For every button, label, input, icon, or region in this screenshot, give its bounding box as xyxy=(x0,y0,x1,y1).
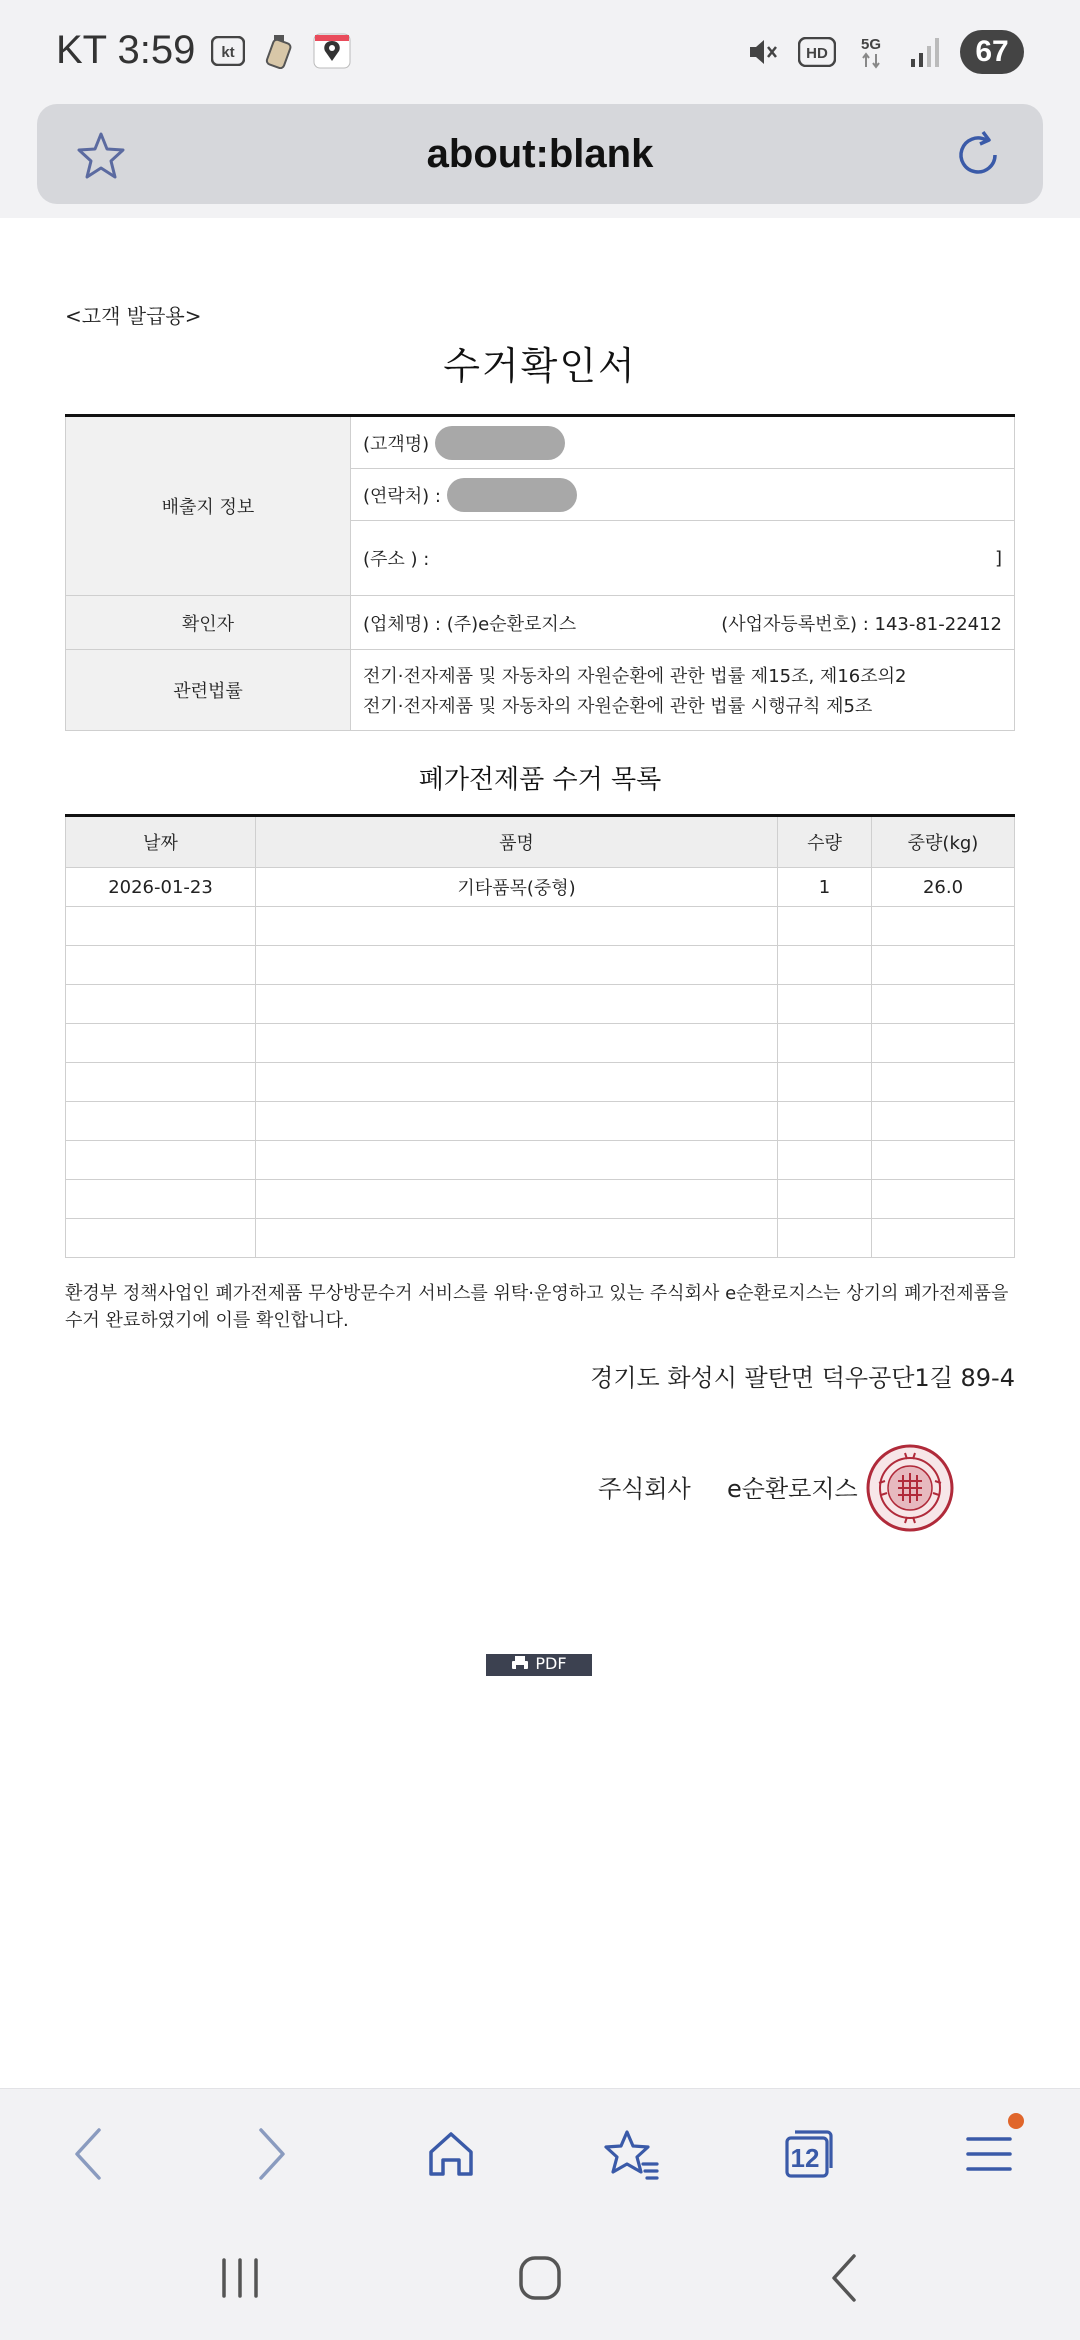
bookmark-list-icon xyxy=(601,2126,661,2182)
cell-quantity xyxy=(778,985,872,1024)
table-row xyxy=(66,1024,1015,1063)
header-item: 품명 xyxy=(256,816,778,868)
cell-date xyxy=(66,1063,256,1102)
table-row xyxy=(66,1180,1015,1219)
back-button[interactable] xyxy=(56,2121,122,2187)
company-signature xyxy=(65,1443,1015,1543)
confirmer-values xyxy=(351,596,1015,650)
reload-icon[interactable] xyxy=(949,126,1007,184)
bookmarks-button[interactable] xyxy=(598,2121,664,2187)
hd-icon xyxy=(798,33,836,71)
menu-button[interactable] xyxy=(956,2121,1022,2187)
contact-row: (연락처) : xyxy=(351,469,1014,521)
signal-icon xyxy=(906,33,944,71)
confirmation-statement: 환경부 정책사업인 폐가전제품 무상방문수거 서비스를 위탁·운영하고 있는 주식회사 e순환로지스는 상기의 폐가전제품을 수거 완료하였기에 이를 확인합니다. xyxy=(65,1283,1009,1331)
company-field: (업체명) : (주)e순환로지스 xyxy=(363,613,577,635)
forward-button[interactable] xyxy=(238,2121,304,2187)
cell-quantity xyxy=(778,1219,872,1258)
bottle-icon xyxy=(261,32,299,70)
copy-note: <고객 발급용> xyxy=(65,304,202,328)
table-row xyxy=(66,946,1015,985)
cell-item xyxy=(256,1141,778,1180)
url-bar[interactable] xyxy=(37,104,1043,204)
svg-text:kt: kt xyxy=(221,43,236,61)
cell-quantity xyxy=(778,1180,872,1219)
5g-icon xyxy=(852,33,890,71)
cell-weight xyxy=(872,1063,1015,1102)
table-row xyxy=(66,1141,1015,1180)
business-registration-field: (사업자등록번호) : 143-81-22412 xyxy=(721,613,1002,635)
browser-toolbar xyxy=(0,2088,1080,2218)
collection-list-table xyxy=(65,814,1015,1258)
collection-list-title: 폐가전제품 수거 목록 xyxy=(418,765,662,795)
confirmer-label: 확인자 xyxy=(66,596,351,650)
cell-date xyxy=(66,1219,256,1258)
cell-date xyxy=(66,907,256,946)
company-name: e순환로지스 xyxy=(727,1475,858,1503)
kt-app-icon xyxy=(209,32,247,70)
related-law-values: 전기·전자제품 및 자동차의 자원순환에 관한 법률 제15조, 제16조의2 전기·전자제품 및 자동차의 자원순환에 관한 법률 시행규칙 제5조 xyxy=(351,650,1015,731)
cell-item xyxy=(256,946,778,985)
back-nav-icon xyxy=(816,2252,876,2304)
cell-weight xyxy=(872,1024,1015,1063)
cell-date xyxy=(66,1024,256,1063)
tab-count: 12 xyxy=(790,2142,820,2173)
cell-date xyxy=(66,1102,256,1141)
hamburger-menu-icon xyxy=(964,2129,1014,2179)
table-row xyxy=(66,1219,1015,1258)
cell-weight xyxy=(872,985,1015,1024)
table-row xyxy=(66,1102,1015,1141)
status-time: KT 3:59 xyxy=(56,28,196,72)
browser-url-area xyxy=(0,100,1080,218)
discharge-info-values xyxy=(351,416,1015,596)
cell-weight xyxy=(872,907,1015,946)
cell-date xyxy=(66,1141,256,1180)
cell-date: 2026-01-23 xyxy=(66,868,256,907)
company-address: 경기도 화성시 팔탄면 덕우공단1길 89-4 xyxy=(590,1364,1015,1392)
table-row xyxy=(66,907,1015,946)
recent-apps-button[interactable] xyxy=(210,2252,270,2304)
home-nav-icon xyxy=(510,2252,570,2304)
cell-item xyxy=(256,985,778,1024)
cell-item xyxy=(256,1180,778,1219)
document-title: 수거확인서 xyxy=(443,344,637,388)
collection-certificate xyxy=(65,300,1015,1543)
home-button[interactable] xyxy=(418,2121,484,2187)
address-row: (주소 ) : ] xyxy=(363,547,1002,570)
url-text[interactable]: about:blank xyxy=(426,132,654,176)
pdf-button-label: PDF xyxy=(535,1654,567,1673)
recent-apps-icon xyxy=(210,2252,270,2304)
cell-item xyxy=(256,1024,778,1063)
home-icon xyxy=(423,2126,479,2182)
cell-quantity: 1 xyxy=(778,868,872,907)
redacted-block xyxy=(435,426,565,460)
cell-weight: 26.0 xyxy=(872,868,1015,907)
cell-date xyxy=(66,1180,256,1219)
home-nav-button[interactable] xyxy=(510,2252,570,2304)
table-row xyxy=(66,1063,1015,1102)
collection-list-body xyxy=(66,868,1015,1258)
svg-text:5G: 5G xyxy=(860,36,882,53)
cell-quantity xyxy=(778,1024,872,1063)
cell-item xyxy=(256,1063,778,1102)
cell-item xyxy=(256,1219,778,1258)
notification-dot xyxy=(1008,2113,1024,2129)
cell-weight xyxy=(872,1141,1015,1180)
cell-weight xyxy=(872,1180,1015,1219)
forward-arrow-icon xyxy=(251,2126,291,2182)
cell-quantity xyxy=(778,1063,872,1102)
cell-item xyxy=(256,907,778,946)
cell-quantity xyxy=(778,907,872,946)
printer-icon xyxy=(511,1654,529,1672)
redacted-block xyxy=(447,478,577,512)
back-nav-button[interactable] xyxy=(816,2252,876,2304)
system-navigation-bar xyxy=(0,2218,1080,2340)
pdf-button[interactable] xyxy=(486,1654,592,1676)
cell-quantity xyxy=(778,1141,872,1180)
cell-date xyxy=(66,985,256,1024)
cell-weight xyxy=(872,946,1015,985)
tabs-button[interactable] xyxy=(776,2121,842,2187)
table-row xyxy=(66,868,1015,907)
cell-weight xyxy=(872,1219,1015,1258)
info-table xyxy=(65,414,1015,731)
table-header-row xyxy=(66,816,1015,868)
mute-icon xyxy=(744,33,782,71)
back-arrow-icon xyxy=(69,2126,109,2182)
status-bar xyxy=(0,0,1080,100)
svg-text:HD: HD xyxy=(806,45,828,62)
company-type: 주식회사 xyxy=(598,1475,691,1503)
header-quantity: 수량 xyxy=(778,816,872,868)
location-pin-icon xyxy=(313,32,351,70)
cell-quantity xyxy=(778,946,872,985)
cell-date xyxy=(66,946,256,985)
bookmark-star-icon[interactable] xyxy=(73,128,129,184)
cell-item: 기타품목(중형) xyxy=(256,868,778,907)
header-date: 날짜 xyxy=(66,816,256,868)
battery-indicator: 67 xyxy=(960,30,1024,74)
cell-weight xyxy=(872,1102,1015,1141)
table-row xyxy=(66,985,1015,1024)
discharge-info-label: 배출지 정보 xyxy=(66,416,351,596)
related-law-label: 관련법률 xyxy=(66,650,351,731)
cell-quantity xyxy=(778,1102,872,1141)
cell-item xyxy=(256,1102,778,1141)
customer-name-row: (고객명) xyxy=(351,417,1014,469)
company-seal-icon xyxy=(865,1443,955,1533)
header-weight: 중량(kg) xyxy=(872,816,1015,868)
